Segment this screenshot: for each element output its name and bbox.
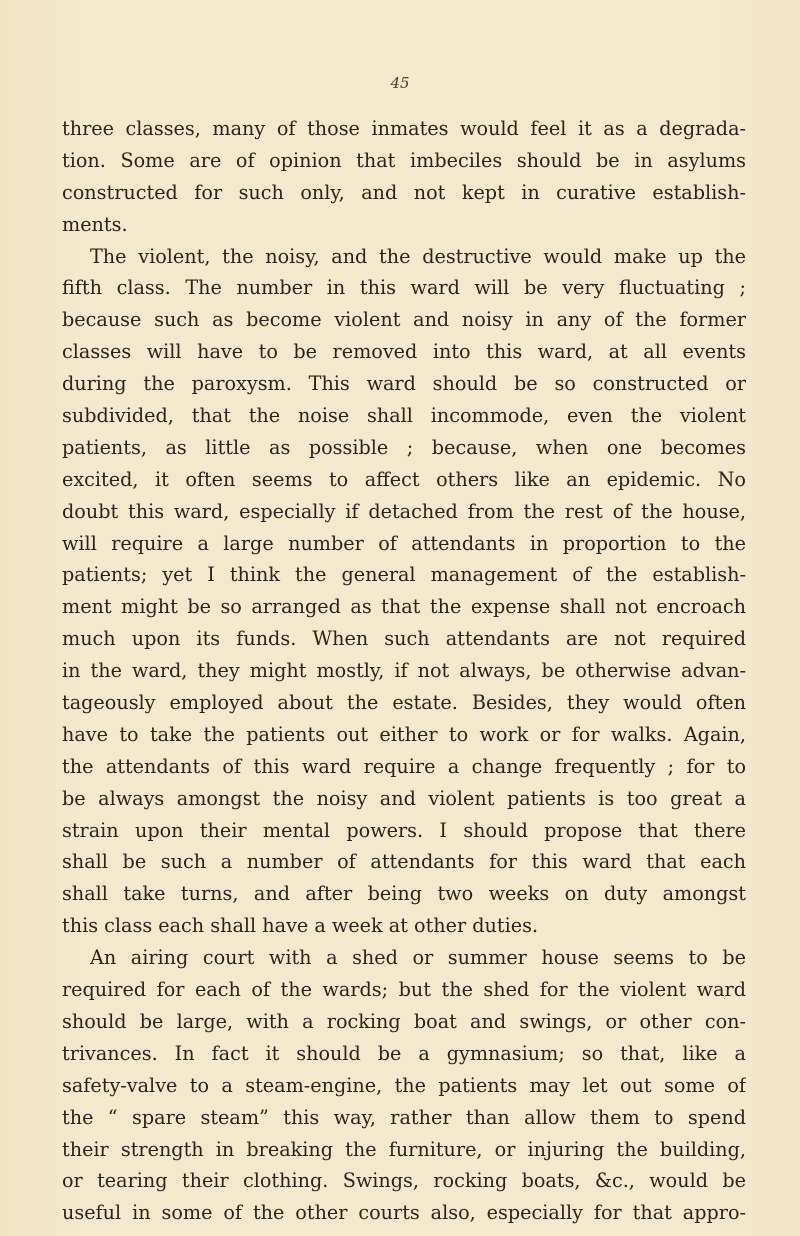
text-line: because such as become violent and noisy in any of the former bbox=[62, 308, 746, 332]
text-line: during the paroxysm. This ward should be so constructed or bbox=[62, 372, 746, 396]
text-line: safety-valve to a steam-engine, the patients may let out some of bbox=[62, 1073, 746, 1097]
text-line: fifth class. The number in this ward will be very fluctuating ; bbox=[62, 276, 746, 300]
text-line: much upon its funds. When such attendants are not required bbox=[62, 627, 746, 651]
text-line: be always amongst the noisy and violent patients is too great a bbox=[62, 786, 746, 810]
text-line: shall take turns, and after being two weeks on duty amongst bbox=[62, 882, 746, 906]
text-line: An airing court with a shed or summer house seems to be bbox=[90, 946, 746, 970]
text-line: or tearing their clothing. Swings, rocking boats, &c., would be bbox=[62, 1169, 746, 1193]
text-line: patients; yet I think the general management of the establish- bbox=[62, 563, 746, 587]
text-line: patients, as little as possible ; because, when one becomes bbox=[62, 435, 746, 459]
text-line: tageously employed about the estate. Besides, they would often bbox=[62, 691, 746, 715]
text-line: excited, it often seems to affect others like an epidemic. No bbox=[62, 467, 746, 491]
text-line: have to take the patients out either to work or for walks. Again, bbox=[62, 722, 746, 746]
text-line: required for each of the wards; but the shed for the violent ward bbox=[62, 978, 746, 1002]
text-line: subdivided, that the noise shall incommode, even the violent bbox=[62, 404, 746, 428]
text-line: shall be such a number of attendants for this ward that each bbox=[62, 850, 746, 874]
text-line: constructed for such only, and not kept in curative establish- bbox=[62, 180, 746, 204]
text-line: the “ spare steam” this way, rather than allow them to spend bbox=[62, 1105, 746, 1129]
text-line: tion. Some are of opinion that imbeciles should be in asylums bbox=[62, 148, 746, 172]
text-line: ments. bbox=[62, 212, 128, 236]
page-number: 45 bbox=[390, 74, 410, 92]
text-line: three classes, many of those inmates would feel it as a degrada- bbox=[62, 117, 746, 140]
text-line: will require a large number of attendants in proportion to the bbox=[62, 531, 746, 555]
text-line: classes will have to be removed into this ward, at all events bbox=[62, 340, 746, 364]
text-line: trivances. In fact it should be a gymnasium; so that, like a bbox=[62, 1041, 746, 1065]
text-line: useful in some of the other courts also, especially for that appro- bbox=[62, 1201, 746, 1225]
text-line: should be large, with a rocking boat and swings, or other con- bbox=[62, 1009, 746, 1033]
text-line: in the ward, they might mostly, if not always, be otherwise advan- bbox=[62, 659, 746, 683]
text-line: their strength in breaking the furniture, or injuring the building, bbox=[62, 1137, 746, 1161]
text-line: doubt this ward, especially if detached from the rest of the house, bbox=[62, 499, 746, 523]
body-text bbox=[62, 113, 746, 1229]
text-line: ment might be so arranged as that the expense shall not encroach bbox=[62, 595, 746, 619]
text-line: strain upon their mental powers. I should propose that there bbox=[62, 818, 746, 842]
text-line: the attendants of this ward require a change frequently ; for to bbox=[62, 754, 746, 778]
text-line: The violent, the noisy, and the destructive would make up the bbox=[90, 244, 746, 268]
text-line: this class each shall have a week at other duties. bbox=[62, 914, 539, 938]
